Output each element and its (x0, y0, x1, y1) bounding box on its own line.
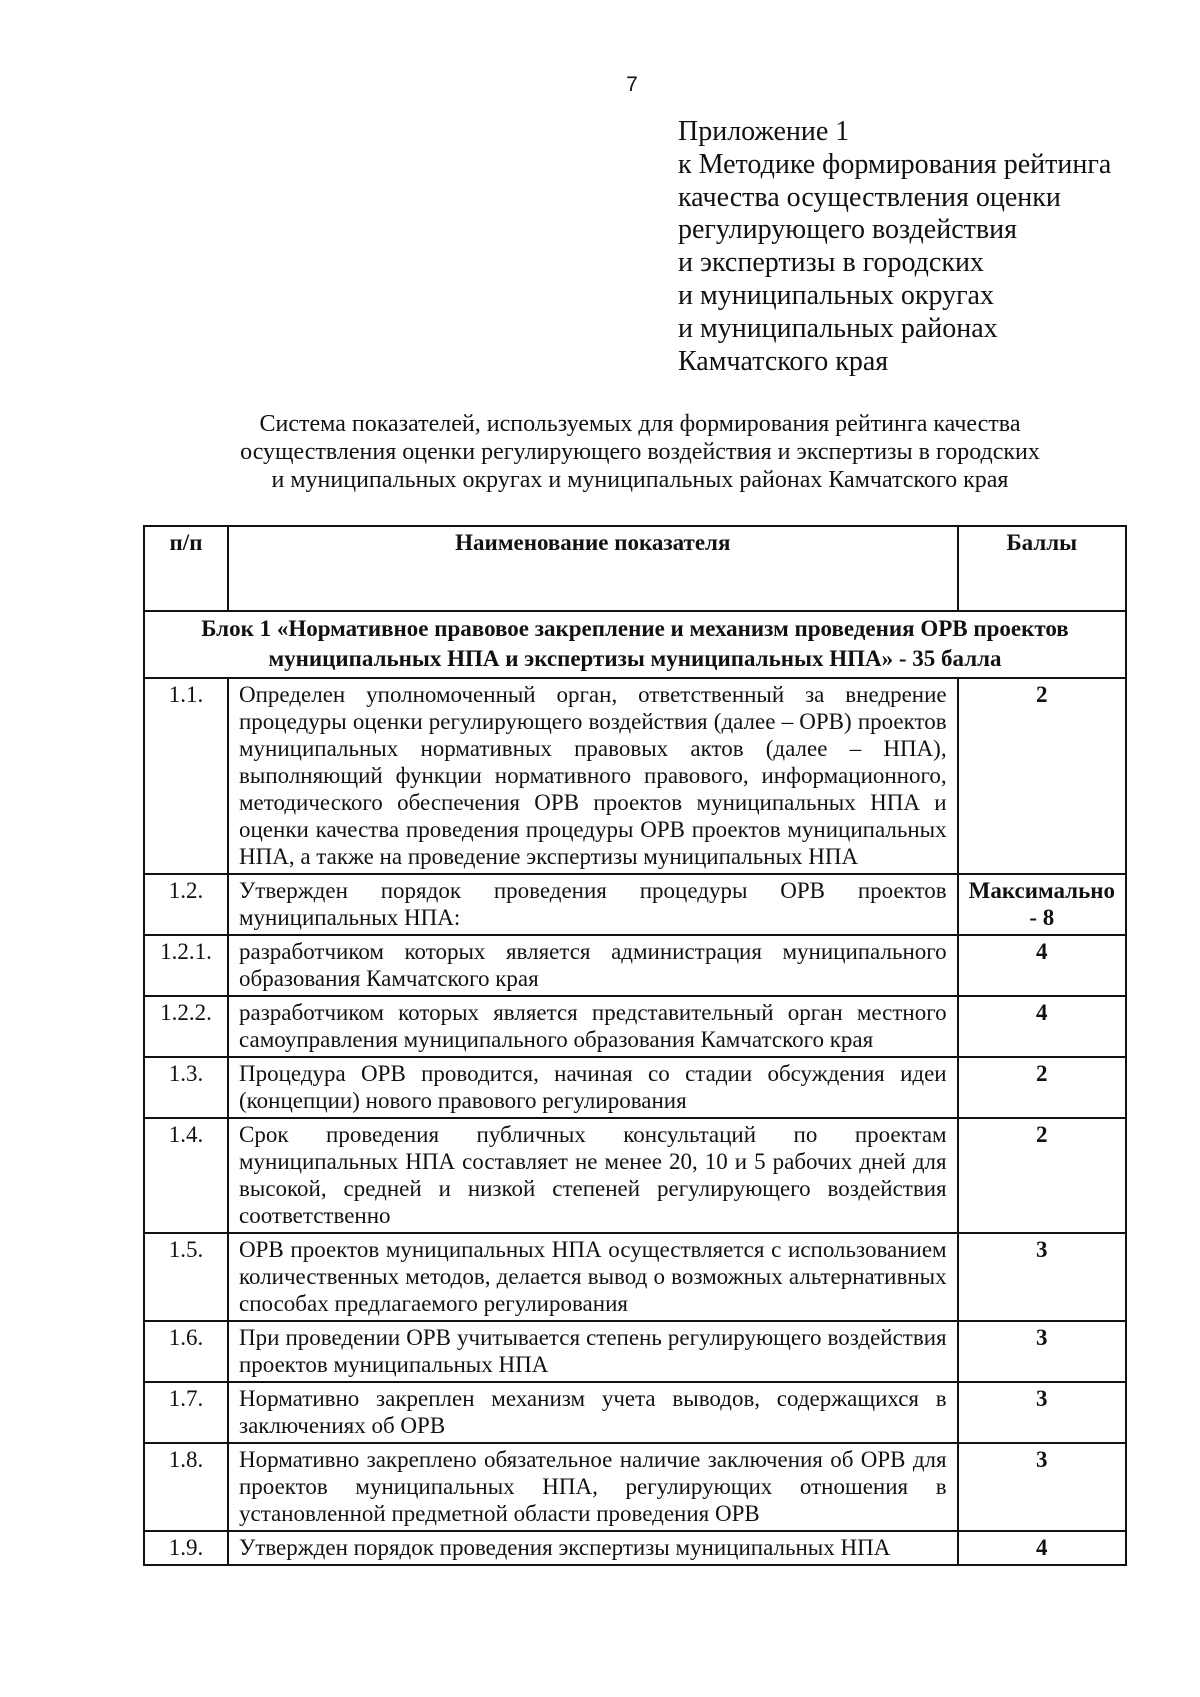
table-row (144, 874, 1126, 935)
row-num: 1.7. (144, 1382, 228, 1443)
appendix-line: Приложение 1 (678, 116, 850, 147)
table-row (144, 1057, 1126, 1118)
appendix-line: Камчатского края (678, 345, 889, 377)
row-name: разработчиком которых является администрация муниципального образования Камчатского края (228, 935, 958, 996)
row-name: Процедура ОРВ проводится, начиная со стадии обсуждения идеи (концепции) нового правового регулирования (228, 1057, 958, 1118)
table-row (144, 1233, 1126, 1321)
header-name: Наименование показателя (228, 526, 958, 611)
row-score: 3 (958, 1321, 1126, 1382)
row-num: 1.4. (144, 1118, 228, 1233)
appendix-line: и муниципальных округах (678, 279, 994, 311)
row-name: Нормативно закреплено обязательное наличие заключения об ОРВ для проектов муниципальных НПА, регулирующих отношения в установленной предметной области проведения ОРВ (228, 1443, 958, 1531)
appendix-line: качества осуществления оценки (678, 181, 1061, 213)
row-score: Максимально - 8 (958, 874, 1126, 935)
page-number: 7 (626, 73, 638, 96)
appendix-line: и муниципальных районах (678, 312, 998, 344)
block-row (144, 611, 1126, 678)
table-row (144, 1118, 1126, 1233)
table-row (144, 1382, 1126, 1443)
indicators-table (143, 525, 1127, 1566)
row-name: Срок проведения публичных консультаций по проектам муниципальных НПА составляет не менее 20, 10 и 5 рабочих дней для высокой, средней и низкой степеней регулирующего воздействия соответственно (228, 1118, 958, 1233)
caption-line: и муниципальных округах и муниципальных районах Камчатского края (271, 467, 1009, 493)
row-name: При проведении ОРВ учитывается степень регулирующего воздействия проектов муниципальных НПА (228, 1321, 958, 1382)
row-name: ОРВ проектов муниципальных НПА осуществляется с использованием количественных методов, делается вывод о возможных альтернативных способах предлагаемого регулирования (228, 1233, 958, 1321)
row-score: 2 (958, 1057, 1126, 1118)
appendix-line: регулирующего воздействия (678, 214, 1017, 246)
table-row (144, 1321, 1126, 1382)
table-row (144, 1443, 1126, 1531)
row-num: 1.2.2. (144, 996, 228, 1057)
table-header-row (144, 526, 1126, 611)
header-score: Баллы (958, 526, 1126, 611)
caption-line: Система показателей, используемых для формирования рейтинга качества (259, 411, 1021, 437)
caption-line: осуществления оценки регулирующего воздействия и экспертизы в городских (240, 439, 1040, 465)
row-num: 1.2. (144, 874, 228, 935)
row-num: 1.9. (144, 1531, 228, 1565)
appendix-line: и экспертизы в городских (678, 247, 984, 279)
table-row (144, 996, 1126, 1057)
appendix-line: к Методике формирования рейтинга (678, 148, 1112, 180)
row-name: разработчиком которых является представительный орган местного самоуправления муниципального образования Камчатского края (228, 996, 958, 1057)
table-row (144, 935, 1126, 996)
row-score: 3 (958, 1233, 1126, 1321)
table-caption (140, 410, 1140, 494)
row-score: 3 (958, 1443, 1126, 1531)
row-name: Определен уполномоченный орган, ответственный за внедрение процедуры оценки регулирующего воздействия (далее – ОРВ) проектов муниципальных нормативных правовых актов (далее – НПА), выполняющий функции нормативного правового, информационного, методического обеспечения ОРВ проектов муниципальных НПА и оценки качества проведения процедуры ОРВ проектов муниципальных НПА, а также на проведение экспертизы муниципальных НПА (228, 678, 958, 874)
row-score: 4 (958, 1531, 1126, 1565)
row-score: 4 (958, 996, 1126, 1057)
block-1-title: Блок 1 «Нормативное правовое закрепление и механизм проведения ОРВ проектов муниципальных НПА и экспертизы муниципальных НПА» - 35 балла (144, 611, 1126, 678)
row-num: 1.6. (144, 1321, 228, 1382)
row-num: 1.5. (144, 1233, 228, 1321)
row-num: 1.2.1. (144, 935, 228, 996)
table-row (144, 678, 1126, 874)
row-score: 3 (958, 1382, 1126, 1443)
row-score: 2 (958, 678, 1126, 874)
appendix-header (678, 116, 1178, 378)
table-row (144, 1531, 1126, 1565)
row-num: 1.1. (144, 678, 228, 874)
row-name: Утвержден порядок проведения экспертизы муниципальных НПА (228, 1531, 958, 1565)
row-num: 1.8. (144, 1443, 228, 1531)
row-score: 2 (958, 1118, 1126, 1233)
row-name: Нормативно закреплен механизм учета выводов, содержащихся в заключениях об ОРВ (228, 1382, 958, 1443)
row-num: 1.3. (144, 1057, 228, 1118)
row-name: Утвержден порядок проведения процедуры ОРВ проектов муниципальных НПА: (228, 874, 958, 935)
header-num: п/п (144, 526, 228, 611)
row-score: 4 (958, 935, 1126, 996)
